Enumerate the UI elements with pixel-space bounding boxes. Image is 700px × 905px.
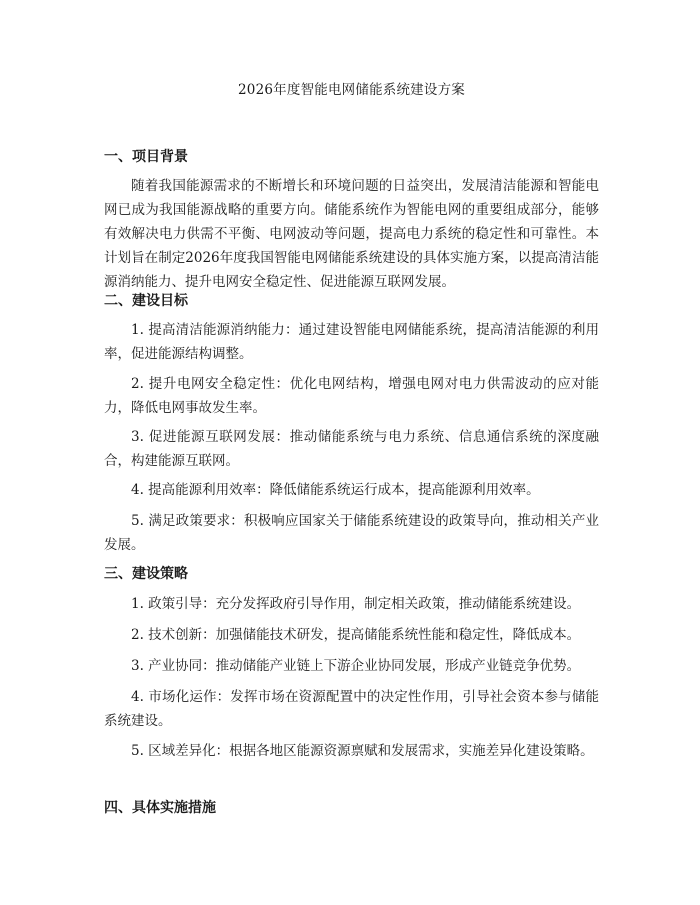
item-text: 市场化运作：发挥市场在资源配置中的决定性作用，引导社会资本参与储能系统建设。 [104,689,600,729]
item-text: 促进能源互联网发展：推动储能系统与电力系统、信息通信系统的深度融合，构建能源互联网。 [104,429,600,469]
item-text: 技术创新：加强储能技术研发，提高储能系统性能和稳定性，降低成本。 [148,627,581,643]
item-text: 产业协同：推动储能产业链上下游企业协同发展，形成产业链竞争优势。 [148,658,581,674]
list-item [104,372,599,420]
list-item [104,685,599,733]
item-number: 2. [131,376,149,392]
list-item [104,425,599,473]
list-item [104,739,599,763]
list-item [104,654,599,678]
item-text: 区域差异化：根据各地区能源资源禀赋和发展需求，实施差异化建设策略。 [148,743,594,759]
item-text: 提高能源利用效率：降低储能系统运行成本，提高能源利用效率。 [148,482,540,498]
item-text: 政策引导：充分发挥政府引导作用，制定相关政策，推动储能系统建设。 [148,596,581,612]
item-number: 3. [131,429,149,445]
item-text: 提升电网安全稳定性：优化电网结构，增强电网对电力供需波动的应对能力，降低电网事故发生率。 [104,376,600,416]
list-item [104,592,599,616]
document-title: 2026年度智能电网储能系统建设方案 [238,82,465,98]
item-number: 3. [131,658,149,674]
item-number: 4. [131,689,149,705]
section-heading-strategy: 三、建设策略 [104,566,188,582]
item-number: 1. [131,596,149,612]
item-number: 5. [131,513,149,529]
background-paragraph: 随着我国能源需求的不断增长和环境问题的日益突出，发展清洁能源和智能电网已成为我国能源战略的重要方向。储能系统作为智能电网的重要组成部分，能够有效解决电力供需不平衡、电网波动等问题，提高电力系统的稳定性和可靠性。本计划旨在制定2026年度我国智能电网储能系统建设的具体实施方案，以提高清洁能源消纳能力、提升电网安全稳定性、促进能源互联网发展。 [104,178,599,290]
item-number: 2. [131,627,149,643]
item-text: 提高清洁能源消纳能力：通过建设智能电网储能系统，提高清洁能源的利用率，促进能源结构调整。 [104,322,600,362]
item-number: 5. [131,743,149,759]
item-number: 1. [131,322,149,338]
item-number: 4. [131,482,149,498]
section-heading-goals: 二、建设目标 [104,293,188,309]
item-text: 满足政策要求：积极响应国家关于储能系统建设的政策导向，推动相关产业发展。 [104,513,600,553]
list-item [104,623,599,647]
list-item [104,478,599,502]
section-heading-background: 一、项目背景 [104,149,188,165]
list-item [104,318,599,366]
list-item [104,509,599,557]
section-heading-measures: 四、具体实施措施 [104,800,216,816]
